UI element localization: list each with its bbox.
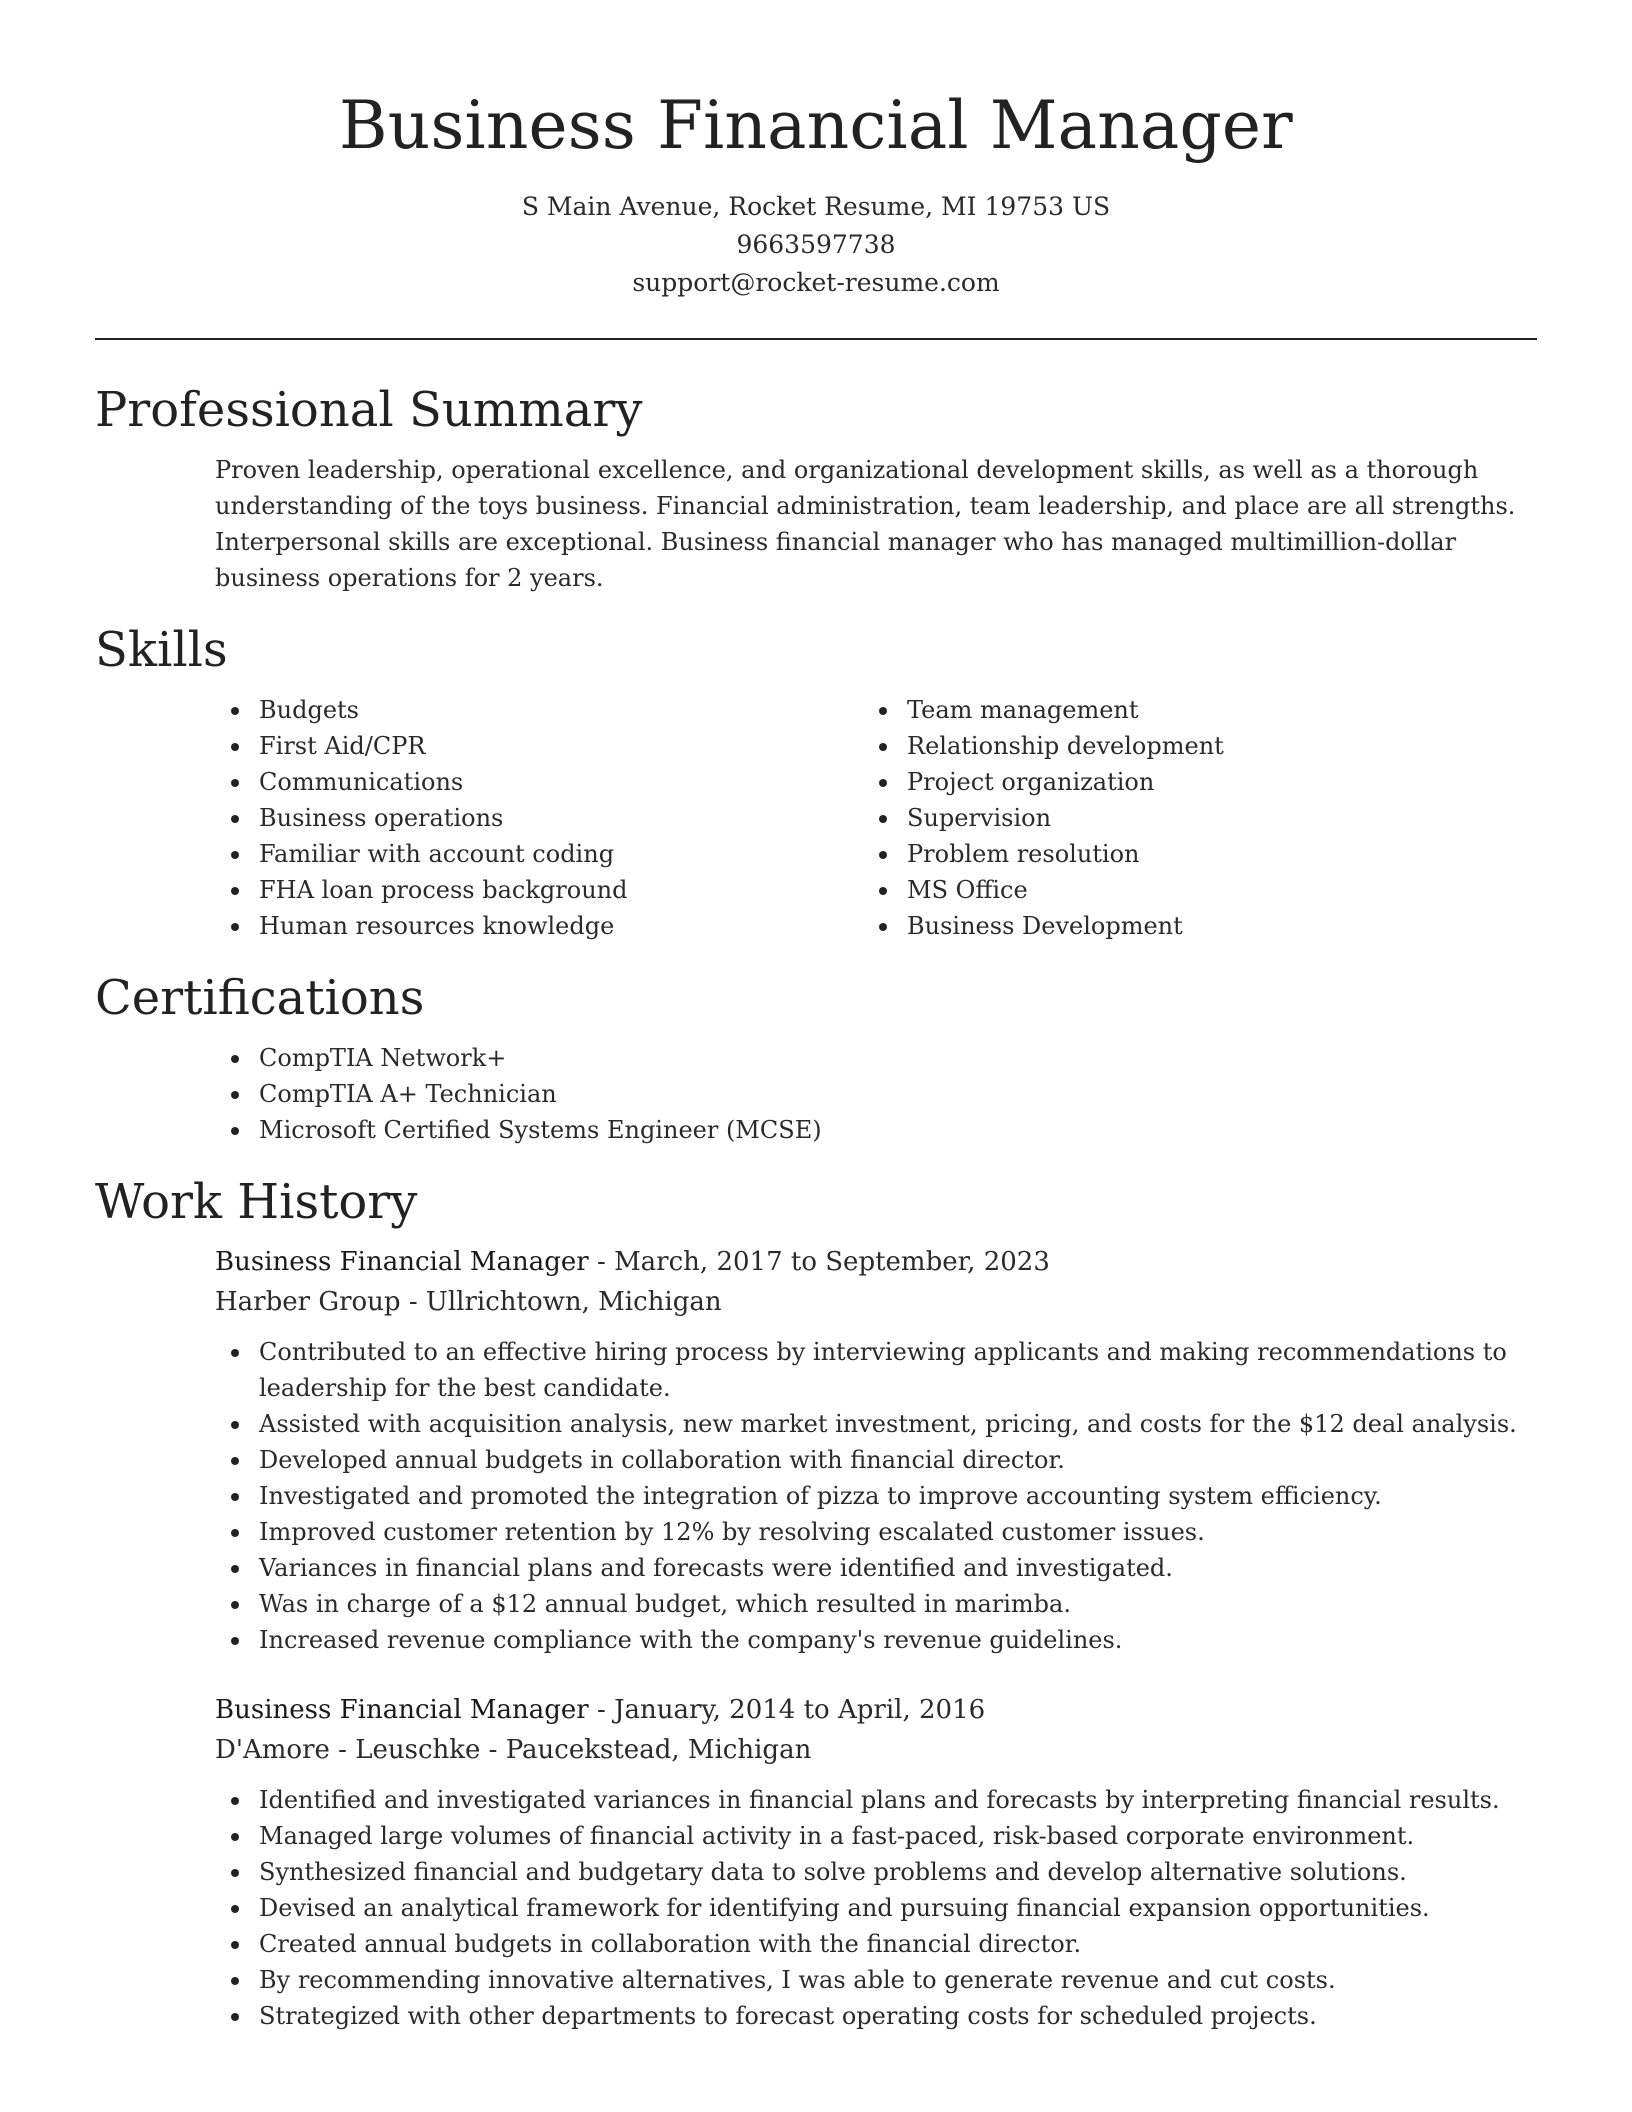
address-text: S Main Avenue, Rocket Resume, MI 19753 US bbox=[521, 192, 1111, 221]
summary-text: Proven leadership, operational excellence, and organizational development skills, as well as a thorough understanding of the toys business. Financial administration, team leadership, and place are all strengths. Interpersonal skills are exceptional. Business financial manager who has managed multimillion-dollar business operations for 2 years. bbox=[215, 456, 1516, 592]
job-bullet: Developed annual budgets in collaboration with financial director. bbox=[259, 1442, 1537, 1478]
job-dates-separator: - bbox=[597, 1247, 615, 1277]
job-bullet: Improved customer retention by 12% by resolving escalated customer issues. bbox=[259, 1514, 1537, 1550]
skills-list-right bbox=[863, 692, 1224, 944]
skill-item: Budgets bbox=[259, 692, 863, 728]
certifications-list bbox=[215, 1040, 1537, 1148]
skills-section bbox=[95, 622, 1537, 944]
resume-header bbox=[95, 0, 1537, 302]
certifications-body bbox=[95, 1040, 1537, 1148]
summary-heading: Professional Summary bbox=[95, 382, 643, 438]
job-bullet: Managed large volumes of financial activity in a fast-paced, risk-based corporate environment. bbox=[259, 1818, 1537, 1854]
job-company: D'Amore - Leuschke bbox=[215, 1735, 481, 1765]
job-location-separator: - bbox=[488, 1735, 506, 1765]
summary-section bbox=[95, 382, 1537, 596]
job-company-line bbox=[215, 1730, 1537, 1770]
skill-item: Team management bbox=[907, 692, 1224, 728]
certification-item: CompTIA Network+ bbox=[259, 1040, 1537, 1076]
work-history-section bbox=[95, 1174, 1537, 2034]
job-dates-separator: - bbox=[597, 1695, 615, 1725]
skill-item: MS Office bbox=[907, 872, 1224, 908]
job-bullet: By recommending innovative alternatives, I was able to generate revenue and cut costs. bbox=[259, 1962, 1537, 1998]
job-title-line bbox=[215, 1242, 1537, 1282]
skills-grid bbox=[95, 692, 1537, 944]
skill-item: FHA loan process background bbox=[259, 872, 863, 908]
skills-column-right bbox=[863, 692, 1224, 944]
phone-text: 9663597738 bbox=[736, 230, 896, 259]
email-text: support@rocket-resume.com bbox=[632, 268, 1000, 297]
skill-item: Business Development bbox=[907, 908, 1224, 944]
skills-heading: Skills bbox=[95, 622, 228, 678]
job-bullet: Created annual budgets in collaboration with the financial director. bbox=[259, 1926, 1537, 1962]
skill-item: Relationship development bbox=[907, 728, 1224, 764]
job-bullets bbox=[215, 1782, 1537, 2034]
job-bullet: Contributed to an effective hiring process by interviewing applicants and making recommendations to leadership for the best candidate. bbox=[259, 1334, 1537, 1406]
skill-item: Communications bbox=[259, 764, 863, 800]
job-company: Harber Group bbox=[215, 1287, 401, 1317]
job-role: Business Financial Manager bbox=[215, 1695, 589, 1725]
job-company-line bbox=[215, 1282, 1537, 1322]
job-bullet: Variances in financial plans and forecasts were identified and investigated. bbox=[259, 1550, 1537, 1586]
job-bullet: Synthesized financial and budgetary data to solve problems and develop alternative solutions. bbox=[259, 1854, 1537, 1890]
job-title-line bbox=[215, 1690, 1537, 1730]
job-bullet: Increased revenue compliance with the company's revenue guidelines. bbox=[259, 1622, 1537, 1658]
skill-item: Problem resolution bbox=[907, 836, 1224, 872]
certifications-heading: Certifications bbox=[95, 970, 425, 1026]
certification-item: Microsoft Certified Systems Engineer (MCSE) bbox=[259, 1112, 1537, 1148]
job-bullet: Investigated and promoted the integration of pizza to improve accounting system efficiency. bbox=[259, 1478, 1537, 1514]
job-bullet: Was in charge of a $12 annual budget, which resulted in marimba. bbox=[259, 1586, 1537, 1622]
skill-item: Project organization bbox=[907, 764, 1224, 800]
job-bullet: Assisted with acquisition analysis, new market investment, pricing, and costs for the $12 deal analysis. bbox=[259, 1406, 1537, 1442]
job-bullet: Strategized with other departments to forecast operating costs for scheduled projects. bbox=[259, 1998, 1537, 2034]
header-divider bbox=[95, 338, 1537, 340]
job-location: Paucekstead, Michigan bbox=[505, 1735, 812, 1765]
skill-item: Supervision bbox=[907, 800, 1224, 836]
skill-item: Human resources knowledge bbox=[259, 908, 863, 944]
job-bullet: Identified and investigated variances in financial plans and forecasts by interpreting financial results. bbox=[259, 1782, 1537, 1818]
certifications-section bbox=[95, 970, 1537, 1148]
job-dates: March, 2017 to September, 2023 bbox=[614, 1247, 1050, 1277]
job-role: Business Financial Manager bbox=[215, 1247, 589, 1277]
certification-item: CompTIA A+ Technician bbox=[259, 1076, 1537, 1112]
skills-column-left bbox=[215, 692, 863, 944]
job-location: Ullrichtown, Michigan bbox=[425, 1287, 722, 1317]
job-bullets bbox=[215, 1334, 1537, 1658]
job-entry bbox=[95, 1242, 1537, 1658]
contact-block bbox=[95, 188, 1537, 302]
job-entry bbox=[95, 1690, 1537, 2034]
candidate-name: Business Financial Manager bbox=[339, 87, 1293, 164]
job-dates: January, 2014 to April, 2016 bbox=[614, 1695, 986, 1725]
work-history-heading: Work History bbox=[95, 1174, 418, 1230]
skills-list-left bbox=[215, 692, 863, 944]
skill-item: First Aid/CPR bbox=[259, 728, 863, 764]
job-bullet: Devised an analytical framework for identifying and pursuing financial expansion opportunities. bbox=[259, 1890, 1537, 1926]
job-location-separator: - bbox=[408, 1287, 426, 1317]
skill-item: Business operations bbox=[259, 800, 863, 836]
skill-item: Familiar with account coding bbox=[259, 836, 863, 872]
